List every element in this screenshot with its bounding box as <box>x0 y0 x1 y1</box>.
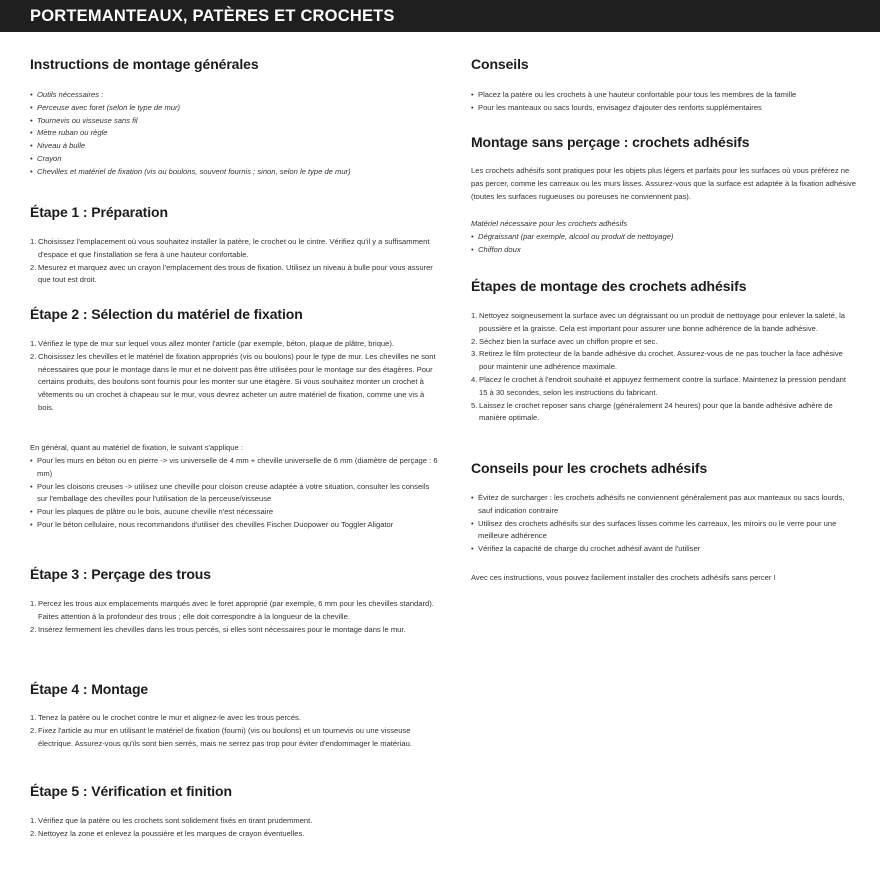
content <box>0 32 880 880</box>
step5-heading: Étape 5 : Vérification et finition <box>30 783 232 799</box>
list-item: • Chevilles et matériel de fixation (vis ou boulons, souvent fournis ; sinon, selon le type de mur) <box>30 166 440 179</box>
list-item: • Chiffon doux <box>471 244 856 257</box>
adhesive-heading: Montage sans perçage : crochets adhésifs <box>471 134 750 150</box>
list-item: • Tournevis ou visseuse sans fil <box>30 115 440 128</box>
materials-title: Matériel nécessaire pour les crochets adhésifs <box>471 219 628 228</box>
step1-list <box>30 236 440 287</box>
list-item: • Pour les murs en béton ou en pierre -> vis universelle de 4 mm + cheville universelle de 6 mm (diamètre de perçage : 6 mm) <box>30 455 440 481</box>
list-item: • Dégraissant (par exemple, alcool ou produit de nettoyage) <box>471 231 856 244</box>
step2-list <box>30 338 440 415</box>
list-item: 2. Fixez l'article au mur en utilisant le matériel de fixation (fourni) (vis ou boulons) et un tournevis ou une visseuse électrique. Assurez-vous qu'ils sont bien serrés, mais ne serrez pas trop pour éviter d'endommager le matériau. <box>30 725 412 748</box>
tips-heading: Conseils <box>471 56 529 72</box>
adhesive-steps-heading: Étapes de montage des crochets adhésifs <box>471 278 747 294</box>
list-item: • Pour les plaques de plâtre ou le bois, aucune cheville n'est nécessaire <box>30 506 440 519</box>
step4-heading: Étape 4 : Montage <box>30 681 149 697</box>
list-item: 5. Laissez le crochet reposer sans charge (généralement 24 heures) pour que la bande adhésive adhère de manière optimale. <box>471 400 833 423</box>
list-item: • Évitez de surcharger : les crochets adhésifs ne conviennent généralement pas aux manteaux ou sacs lourds, sauf indication contraire <box>471 492 856 518</box>
list-item: • Pour le béton cellulaire, nous recommandons d'utiliser des chevilles Fischer Duopower ou Toggler Aligator <box>30 519 440 532</box>
list-item: • Perceuse avec foret (selon le type de mur) <box>30 102 440 115</box>
step4-list <box>30 712 440 750</box>
list-item: 2. Séchez bien la surface avec un chiffon propre et sec. <box>471 336 658 346</box>
fixing-intro: En général, quant au matériel de fixation, le suivant s'applique : <box>30 443 243 452</box>
list-item: 3. Retirez le film protecteur de la bande adhésive du crochet. Assurez-vous de ne pas toucher la face adhésive pour maintenir une adhérence maximale. <box>471 349 843 372</box>
list-item: • Vérifiez la capacité de charge du crochet adhésif avant de l'utiliser <box>471 543 856 556</box>
list-item: 2. Nettoyez la zone et enlevez la poussière et les marques de crayon éventuelles. <box>30 828 305 838</box>
step1-heading: Étape 1 : Préparation <box>30 204 168 220</box>
list-item: • Crayon <box>30 153 440 166</box>
list-item: • Niveau à bulle <box>30 140 440 153</box>
list-item: • Outils nécessaires : <box>30 89 440 102</box>
list-item: 1. Percez les trous aux emplacements marqués avec le foret approprié (par exemple, 6 mm pour les chevilles standard). Faites attention à la profondeur des trous ; elle doit correspondre à la longueur de la cheville. <box>30 599 434 621</box>
page-title: PORTEMANTEAUX, PATÈRES ET CROCHETS <box>30 7 395 25</box>
materials-list <box>471 231 856 257</box>
list-item: 1. Vérifiez que la patère ou les crochets sont solidement fixés en tirant prudemment. <box>30 816 313 825</box>
adhesive-paragraph: Les crochets adhésifs sont pratiques pour les objets plus légers et parfaits pour les surfaces où vous préférez ne pas percer, comme les carreaux ou les murs lisses. Assurez-vous que la surface est adaptée à la fixation adhésive (toutes les surfaces rugueuses ou poreuses ne conviennent pas). <box>471 166 856 201</box>
step5-list <box>30 815 440 841</box>
adhesive-tips-heading: Conseils pour les crochets adhésifs <box>471 460 708 476</box>
fixing-bullets <box>30 455 440 532</box>
adhesive-steps-list <box>471 310 856 425</box>
adhesive-tips-list <box>471 492 856 556</box>
step3-list <box>30 598 440 636</box>
list-item: 1. Choisissez l'emplacement où vous souhaitez installer la patère, le crochet ou le cintre. Vérifiez qu'il y a suffisamment d'espace et que l'installation se fera à une hauteur confortable. <box>30 237 430 259</box>
list-item: • Placez la patère ou les crochets à une hauteur confortable pour tous les membres de la famille <box>471 89 856 102</box>
general-instructions-heading: Instructions de montage générales <box>30 56 259 72</box>
closing-text: Avec ces instructions, vous pouvez facilement installer des crochets adhésifs sans percer ! <box>471 573 776 582</box>
list-item: 1. Tenez la patère ou le crochet contre le mur et alignez-le avec les trous percés. <box>30 713 301 722</box>
header-bar <box>0 0 880 32</box>
list-item: • Utilisez des crochets adhésifs sur des surfaces lisses comme les carreaux, les miroirs ou le verre pour une meilleure adhérence <box>471 518 856 544</box>
list-item: 1. Nettoyez soigneusement la surface avec un dégraissant ou un produit de nettoyage pour enlever la saleté, la poussière et la graisse. Cela est important pour assurer une bonne adhérence de la bande adhésive. <box>471 311 845 333</box>
list-item: • Mètre ruban ou règle <box>30 127 440 140</box>
list-item: 4. Placez le crochet à l'endroit souhaité et appuyez fermement contre la surface. Maintenez la pression pendant 15 à 30 secondes, selon les instructions du fabricant. <box>471 374 847 397</box>
list-item: • Pour les cloisons creuses -> utilisez une cheville pour cloison creuse adaptée à votre situation, consulter les conseils sur l'emballage des chevilles pour l'utilisation de la perceuse/visseuse <box>30 481 440 507</box>
tips-list <box>471 89 856 115</box>
list-item: 2. Insérez fermement les chevilles dans les trous percés, si elles sont nécessaires pour le montage dans le mur. <box>30 624 406 634</box>
step3-heading: Étape 3 : Perçage des trous <box>30 566 211 582</box>
list-item: 2. Choisissez les chevilles et le matériel de fixation appropriés (vis ou boulons) pour le type de mur. Les chevilles ne sont nécessaires que pour le montage dans le mur et ne doivent pas être utilisées pour le montage sur des étagères. Pour certains produits, des boulons sont fournis pour les monter sur une étagère. Si vous souhaitez monter un crochet à vêtements ou un crochet à chapeau sur le mur, vous devrez acheter un autre matériel de fixation, comme une vis à bois. <box>30 351 436 412</box>
tools-list <box>30 89 440 179</box>
list-item: 2. Mesurez et marquez avec un crayon l'emplacement des trous de fixation. Utilisez un niveau à bulle pour vous assurer que tout est droit. <box>30 262 433 285</box>
list-item: 1. Vérifiez le type de mur sur lequel vous allez monter l'article (par exemple, béton, plaque de plâtre, brique). <box>30 339 395 348</box>
step2-heading: Étape 2 : Sélection du matériel de fixation <box>30 306 303 322</box>
list-item: • Pour les manteaux ou sacs lourds, envisagez d'ajouter des renforts supplémentaires <box>471 102 856 115</box>
